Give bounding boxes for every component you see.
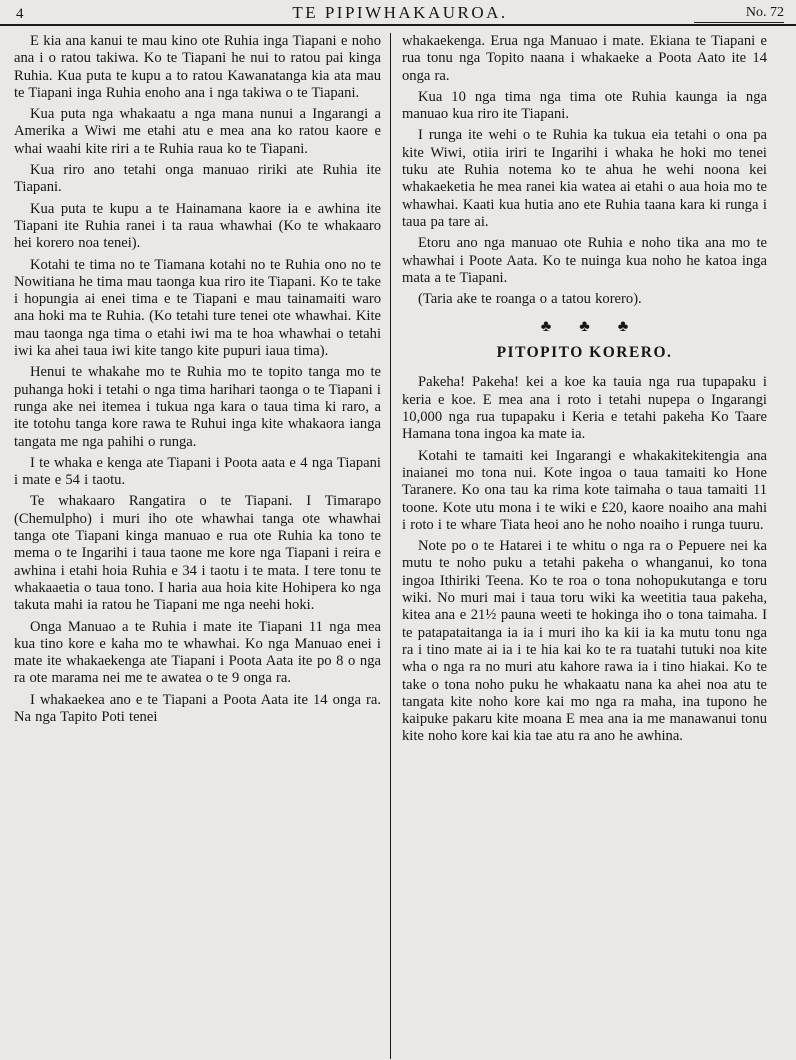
paragraph: Kua riro ano tetahi onga manuao ririki ate Ruhia ite Tiapani. — [14, 162, 381, 196]
newspaper-title: TE PIPIWHAKAUROA. — [292, 3, 508, 22]
clubs-ornament: ♣ ♣ ♣ — [540, 318, 641, 336]
paragraph: Onga Manuao a te Ruhia i mate ite Tiapani 11 nga mea kua tino kore e kaha mo te whawhai. Ko nga Manuao enei i mate ite whakaekenga ate Tiapani i Poota Aata ite po 8 o nga ra ote marama nei me te awatea o te 9 onga ra. — [14, 618, 381, 687]
paragraph: I runga ite wehi o te Ruhia ka tukua eia tetahi o ona pa kite Wiwi, otiia iriri te Ingarihi i whaka he hoki mo tenei tuku ate Ruhia notema ko te ahua he wehi noona kei whakaeketia he mea ranei kia watea ai etahi o aua hoia mo te whawhai. Kaati kua hutia ano ete Ruhia taana kara ki runga i taua pa tare ai. — [402, 127, 767, 230]
paragraph: (Taria ake te roanga o a tatou korero). — [418, 291, 642, 308]
paragraph: whakaekenga. Erua nga Manuao i mate. Ekiana te Tiapani e rua tonu nga Topito naana i whakaeke a Poota Aato ite 14 onga ra. — [402, 33, 767, 84]
paragraph: Pakeha! Pakeha! kei a koe ka tauia nga rua tupapaku i keria e koe. E mea ana i roto i tetahi nupepa o Ingarangi 10,000 nga rua tupapaku i Keria e tetahi pakeha Ko Taare Hamana tona ingoa ka mate ia. — [402, 374, 767, 443]
page-number: 4 — [16, 6, 24, 22]
paragraph: Kua puta nga whakaatu a nga mana nunui a Ingarangi a Amerika a Wiwi me etahi atu e mea ana ko ratou kaore e whai waahi kite riri a te Ruhia raua ko te Tiapani. — [14, 106, 381, 157]
issue-number: No. 72 — [694, 5, 784, 23]
paragraph: Kua 10 nga tima nga tima ote Ruhia kaunga ia nga manuao kua riro ite Tiapani. — [402, 88, 767, 123]
paragraph: Te whakaaro Rangatira o te Tiapani. I Timarapo (Chemulpho) i muri iho ote whawhai tanga ote whawhai tanga ote Tiapani kinga manuao e rua ote Ruhia ka tono te mema o te Ingarihi i taua taone me kore nga Tiapani i reira e awhina i etahi hoia Ruhia e 34 i taotu i te mata. I tere tonu te whakaaetia o taua tono. I haria aua hoia kite Hohipera ko nga takuta mahi ia ratou he Tiapani me nga neehi hoki. — [14, 493, 381, 614]
paragraph: Henui te whakahe mo te Ruhia mo te topito tanga mo te puhanga hoki i tetahi o nga tima harihari taonga o te Tiapani i runga ake nei itemea i tukua nga kara o taua tima ki raro, a ite totohu tanga kore rawa te Ruhui inga kite whakaora ianga tangata me nga pahihi o runga. — [14, 364, 381, 450]
paragraph: Etoru ano nga manuao ote Ruhia e noho tika ana mo te whawhai i Poote Aata. Ko te nuinga kua noho he katoa inga mata a te Tiapani. — [402, 235, 767, 286]
right-column — [391, 33, 767, 1059]
paragraph: I whakaekea ano e te Tiapani a Poota Aata ite 14 onga ra. Na nga Tapito Poti tenei — [14, 691, 381, 725]
left-column — [14, 33, 390, 1059]
paragraph: Kotahi te tamaiti kei Ingarangi e whakakitekitengia ana inaianei mo tona nui. Kote ingoa o taua tamaiti ko Hone Taranere. Ko ona tau ka rima kote taimaha o taua tamaiti 11 toone. Kote utu mona i te wiki e £20, kaore noaiho ana mahi i roto i te whare Tiata heoi ano he noho noaiho i runga tuuru. — [402, 447, 767, 533]
article-columns — [0, 26, 796, 1059]
paragraph: Kua puta te kupu a te Hainamana kaore ia e awhina ite Tiapani ite Ruhia ranei i ta raua whawhai (Ko te whakaaro hei korero noa tenei). — [14, 200, 381, 252]
paragraph: I te whaka e kenga ate Tiapani i Poota aata e 4 nga Tiapani i mate e 54 i taotu. — [14, 454, 381, 489]
masthead — [0, 0, 796, 26]
paragraph: E kia ana kanui te mau kino ote Ruhia inga Tiapani e noho ana i o ratou takiwa. Ko te Tiapani he nui to ratou pai kinga Ruhia. Kua puta te kupu a to ratou Kawanatanga kia ata mau te Tiapani inga Ruhia enoho ana i nga takiwa o te Tiapani. — [14, 33, 381, 101]
section-heading: PITOPITO KORERO. — [496, 344, 673, 362]
paragraph: Note po o te Hatarei i te whitu o nga ra o Pepuere nei ka mutu te noho puku a tetahi pakeha o whanganui, ko tona ingoa Ithiriki Teena. Ko te roa o tona nohopukutanga e toru wiki. No muri mai i taua toru wiki ka weetitia taua pakeha, kitea ana e 21½ pauna weeti te hokinga iho o tona taimaha. I te patapataitanga ia ia i muri iho ka kii ia ka mutu tonu nga ra i tino mate ai ia i te hia kai ko te ra tuatahi tutuki noa kite wha o nga ra no muri atu kahore rawa ia i tino hiakai. Ko te take o tona noho puku he whakaatu nana ka ahei noa atu te tangata kite noho kore kai mo nga ra maha, ina tupono he kaipuke pakaru kite moana E mea ana ia me manawanui tonu kite noho kore kai kia tae atu ra ano he awhina. — [402, 538, 767, 745]
paragraph: Kotahi te tima no te Tiamana kotahi no te Ruhia ono no te Nowitiana he tima mau taonga kua riro ite Tiapani. Ko te take i hopungia ai enei tima e te Tiapani e mau tainamaiti waro ana hoki ma te Ruhia. (Ko tetahi ture tenei ote whawhai. Kite mau taonga nga tima o etahi iwi ma te hoa whawhai o tetahi iwi ka ahei taua iwi kite tango kite pupuri iaua tima). — [14, 256, 382, 360]
